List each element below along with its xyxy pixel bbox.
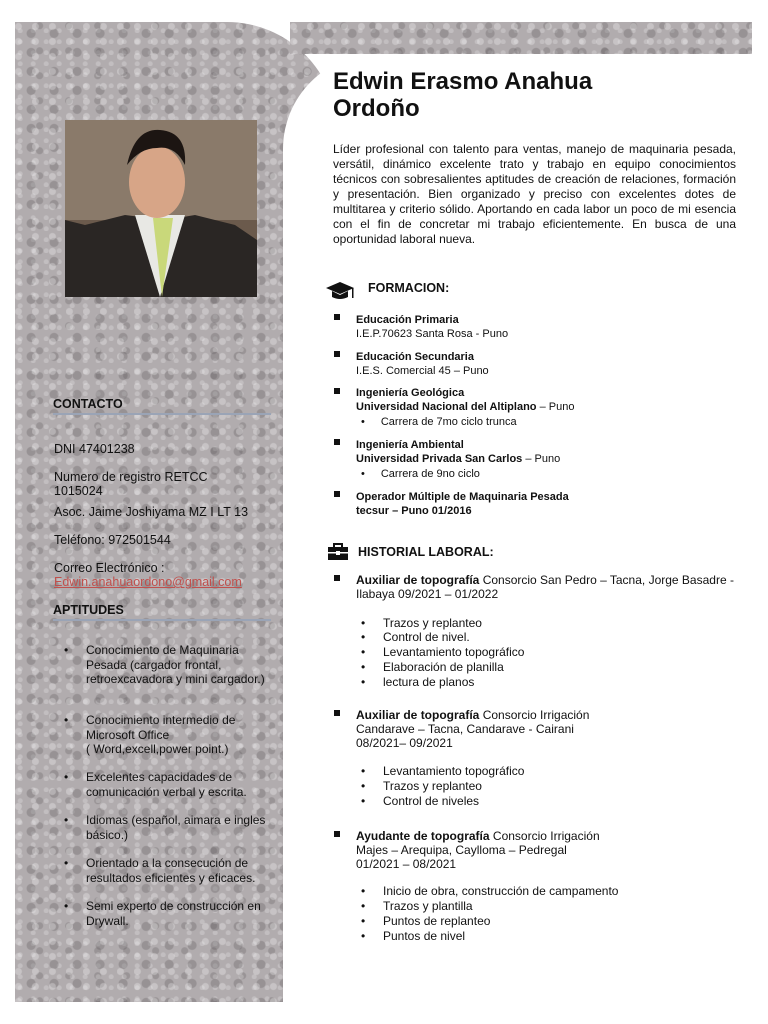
education-subitem: • Carrera de 7mo ciclo trunca bbox=[361, 416, 517, 428]
education-item: Ingeniería Geológica Universidad Nacional del Altiplano – Puno bbox=[356, 387, 575, 413]
task-item: • Control de nivel. bbox=[361, 630, 470, 644]
education-item: Educación Primaria I.E.P.70623 Santa Rosa - Puno bbox=[356, 314, 509, 340]
task-item: • Levantamiento topográfico bbox=[361, 764, 525, 778]
dni-text: DNI 47401238 bbox=[54, 442, 135, 456]
aptitude-item: • Conocimiento de Maquinaria Pesada (cargador frontal, retroexcavadora y mini cargador.) bbox=[64, 643, 265, 686]
candidate-name: Edwin Erasmo Anahua Ordoño bbox=[333, 68, 593, 122]
job-entry: Ayudante de topografía Consorcio Irrigación Majes – Arequipa, Caylloma – Pedregal 01/2021 – 08/2021 bbox=[356, 829, 600, 871]
aptitudes-divider bbox=[53, 619, 271, 621]
bullet-square bbox=[334, 491, 340, 497]
registro-text: Numero de registro RETCC 1015024 bbox=[54, 470, 208, 498]
header-band bbox=[290, 22, 752, 54]
education-item: Ingeniería Ambiental Universidad Privada San Carlos – Puno bbox=[356, 439, 561, 465]
aptitude-item: • Idiomas (español, aimara e ingles básico.) bbox=[64, 813, 266, 842]
task-item: • Trazos y replanteo bbox=[361, 616, 482, 630]
aptitude-item: • Excelentes capacidades de comunicación verbal y escrita. bbox=[64, 770, 247, 799]
task-item: • Puntos de nivel bbox=[361, 929, 466, 943]
phone-text: Teléfono: 972501544 bbox=[54, 533, 171, 547]
formacion-title: FORMACION: bbox=[368, 281, 450, 295]
task-item: • Trazos y plantilla bbox=[361, 899, 473, 913]
bullet-square bbox=[334, 388, 340, 394]
email-label: Correo Electrónico : bbox=[54, 561, 165, 575]
aptitude-item: • Semi experto de construcción en Drywall. bbox=[64, 899, 261, 928]
task-item: • Elaboración de planilla bbox=[361, 660, 504, 674]
task-item: • Trazos y replanteo bbox=[361, 779, 482, 793]
bullet-square bbox=[334, 575, 340, 581]
aptitudes-title: APTITUDES bbox=[53, 603, 124, 617]
task-item: • Control de niveles bbox=[361, 794, 480, 808]
job-entry: Auxiliar de topografía Consorcio Irrigación Candarave – Tacna, Candarave - Cairani 08/2021– 09/2021 bbox=[356, 708, 590, 750]
contact-title: CONTACTO bbox=[53, 397, 123, 411]
aptitude-item: • Conocimiento intermedio de Microsoft Office ( Word,excell,power point.) bbox=[64, 713, 236, 756]
education-item: Operador Múltiple de Maquinaria Pesada tecsur – Puno 01/2016 bbox=[356, 491, 569, 517]
profile-summary: Líder profesional con talento para ventas, manejo de maquinaria pesada, versátil, dinámico excelente trato y trabajo en equipo conocimientos técnicos con sobresalientes aptitudes de creación de relaciones, formación y presentación. Bien organizado y preciso con excelentes dotes de multitarea y criterio sólido. Aportando en cada labor un poco de mi esencia con el fin de concretar mi trabajo eficientemente. En busca de una oportunidad laboral nueva. bbox=[333, 142, 736, 246]
bullet-square bbox=[334, 831, 340, 837]
education-subitem: • Carrera de 9no ciclo bbox=[361, 468, 480, 480]
email-link[interactable]: Edwin.anahuaordono@gmail.com bbox=[54, 575, 242, 589]
sheet-edge bbox=[283, 300, 337, 1014]
task-item: • lectura de planos bbox=[361, 675, 475, 689]
task-item: • Inicio de obra, construcción de campamento bbox=[361, 884, 619, 898]
bullet-square bbox=[334, 351, 340, 357]
bullet-square bbox=[334, 710, 340, 716]
briefcase-icon bbox=[327, 543, 349, 566]
address-text: Asoc. Jaime Joshiyama MZ I LT 13 bbox=[54, 505, 249, 519]
aptitude-item: • Orientado a la consecución de resultados eficientes y eficaces. bbox=[64, 856, 256, 885]
task-item: • Levantamiento topográfico bbox=[361, 645, 525, 659]
task-item: • Puntos de replanteo bbox=[361, 914, 491, 928]
profile-photo bbox=[65, 120, 257, 297]
bullet-square bbox=[334, 439, 340, 445]
contact-divider bbox=[53, 413, 271, 415]
job-entry: Auxiliar de topografía Consorcio San Pedro – Tacna, Jorge Basadre - Ilabaya 09/2021 – 01/2022 bbox=[356, 573, 734, 601]
historial-title: HISTORIAL LABORAL: bbox=[358, 545, 494, 559]
graduation-cap-icon bbox=[325, 280, 355, 307]
education-item: Educación Secundaria I.E.S. Comercial 45 – Puno bbox=[356, 351, 489, 377]
bullet-square bbox=[334, 314, 340, 320]
